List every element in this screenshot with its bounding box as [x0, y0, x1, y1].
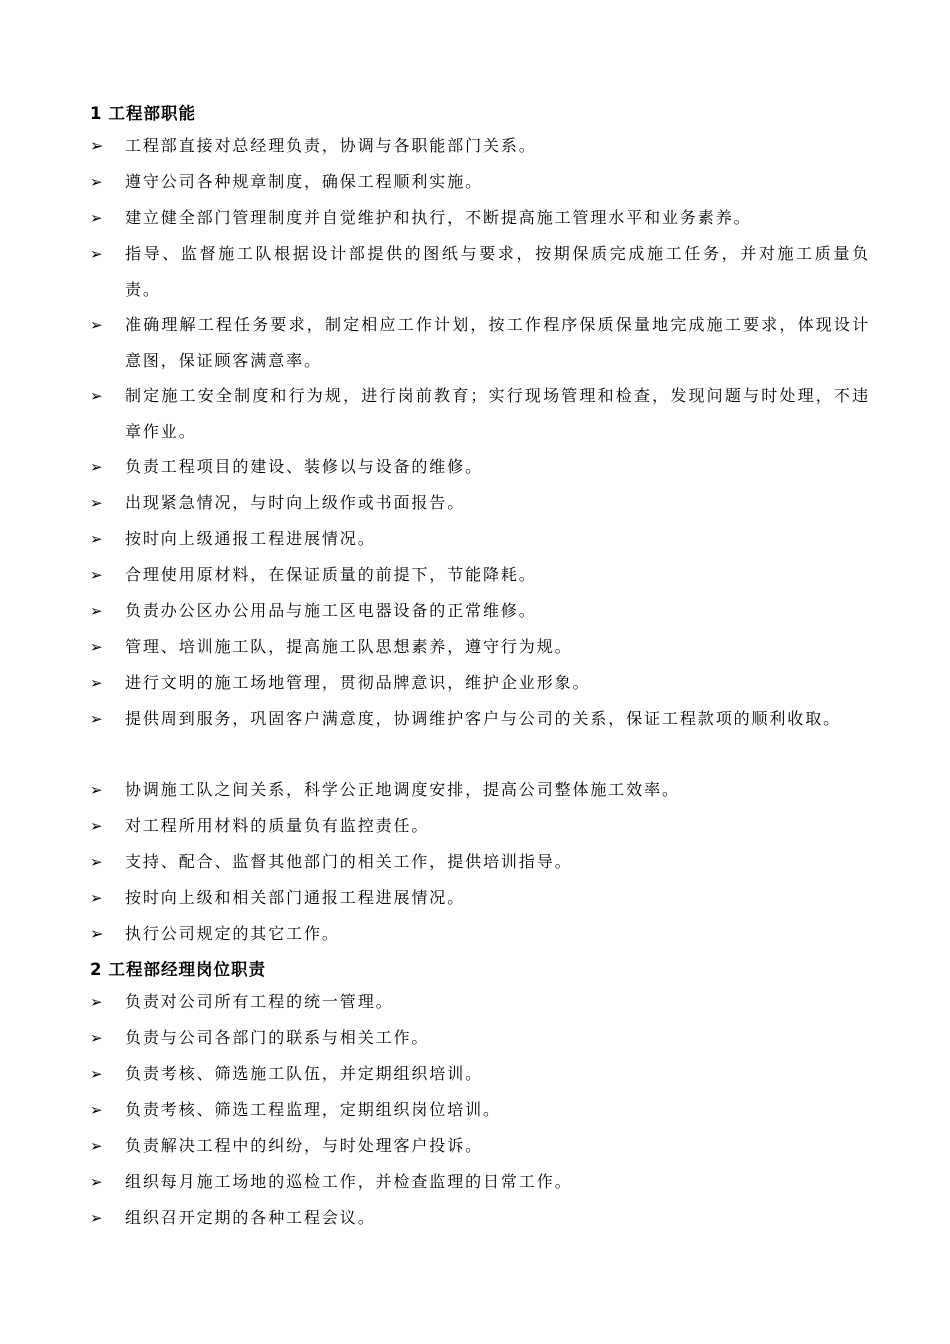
list-item [90, 1200, 870, 1236]
arrow-bullet-icon: ➢ [90, 853, 103, 871]
list-item-text: 负责工程项目的建设、装修以与设备的维修。 [125, 457, 484, 476]
arrow-bullet-icon: ➢ [90, 530, 103, 548]
arrow-bullet-icon: ➢ [90, 1209, 103, 1227]
list-item [90, 557, 870, 593]
list-item-text: 建立健全部门管理制度并自觉维护和执行，不断提高施工管理水平和业务素养。 [125, 208, 752, 227]
arrow-bullet-icon: ➢ [90, 494, 103, 512]
list-item [90, 880, 870, 916]
list-item [90, 1056, 870, 1092]
list-item-text: 组织召开定期的各种工程会议。 [125, 1208, 376, 1227]
arrow-bullet-icon: ➢ [90, 1137, 103, 1155]
arrow-bullet-icon: ➢ [90, 710, 103, 728]
list-item-text: 执行公司规定的其它工作。 [125, 924, 340, 943]
list-item [90, 808, 870, 844]
list-item-text: 组织每月施工场地的巡检工作，并检查监理的日常工作。 [125, 1172, 573, 1191]
list-item-text: 准确理解工程任务要求，制定相应工作计划，按工作程序保质保量地完成施工要求，体现设计意图，保证顾客满意率。 [125, 315, 870, 370]
list-item [90, 844, 870, 880]
section-1-number: 1 [90, 104, 103, 123]
list-item [90, 1164, 870, 1200]
section-2-heading [90, 956, 266, 980]
arrow-bullet-icon: ➢ [90, 173, 103, 191]
arrow-bullet-icon: ➢ [90, 889, 103, 907]
list-item [90, 1128, 870, 1164]
list-item [90, 378, 870, 450]
list-item-text: 负责考核、筛选施工队伍，并定期组织培训。 [125, 1064, 484, 1083]
section-2-number: 2 [90, 960, 103, 979]
arrow-bullet-icon: ➢ [90, 1173, 103, 1191]
list-item [90, 1020, 870, 1056]
list-item [90, 593, 870, 629]
arrow-bullet-icon: ➢ [90, 674, 103, 692]
list-item-text: 提供周到服务，巩固客户满意度，协调维护客户与公司的关系，保证工程款项的顺利收取。 [125, 709, 842, 728]
arrow-bullet-icon: ➢ [90, 924, 104, 943]
list-item [90, 521, 870, 557]
list-item-text: 出现紧急情况，与时向上级作或书面报告。 [125, 493, 466, 512]
arrow-bullet-icon: ➢ [90, 1065, 103, 1083]
list-item [90, 449, 870, 485]
arrow-bullet-icon: ➢ [90, 1029, 103, 1047]
arrow-bullet-icon: ➢ [90, 1101, 103, 1119]
list-item-text: 合理使用原材料，在保证质量的前提下，节能降耗。 [125, 565, 537, 584]
arrow-bullet-icon: ➢ [90, 566, 103, 584]
list-item-text: 负责解决工程中的纠纷，与时处理客户投诉。 [125, 1136, 484, 1155]
list-item-text: 负责考核、筛选工程监理，定期组织岗位培训。 [125, 1100, 501, 1119]
section-1-heading [90, 100, 196, 124]
arrow-bullet-icon: ➢ [90, 638, 103, 656]
section-1-title: 工程部职能 [108, 104, 196, 123]
list-item [90, 307, 870, 379]
arrow-bullet-icon: ➢ [90, 781, 103, 799]
arrow-bullet-icon: ➢ [90, 316, 103, 334]
arrow-bullet-icon: ➢ [90, 993, 103, 1011]
list-item-text: 按时向上级通报工程进展情况。 [125, 529, 376, 548]
list-item [90, 984, 870, 1020]
list-item-text: 负责与公司各部门的联系与相关工作。 [125, 1028, 430, 1047]
list-item-text: 进行文明的施工场地管理，贯彻品牌意识，维护企业形象。 [125, 673, 591, 692]
list-item-text: 制定施工安全制度和行为规，进行岗前教育；实行现场管理和检查，发现问题与时处理，不违章作业。 [125, 386, 870, 441]
list-item [90, 128, 870, 164]
arrow-bullet-icon: ➢ [90, 458, 103, 476]
list-item-text: 负责对公司所有工程的统一管理。 [125, 992, 394, 1011]
list-item [90, 485, 870, 521]
list-item [90, 200, 870, 236]
list-item-text: 协调施工队之间关系，科学公正地调度安排，提高公司整体施工效率。 [125, 780, 680, 799]
list-item-text: 工程部直接对总经理负责，协调与各职能部门关系。 [125, 136, 537, 155]
list-item-text: 按时向上级和相关部门通报工程进展情况。 [125, 888, 466, 907]
arrow-bullet-icon: ➢ [90, 602, 103, 620]
list-item-text: 管理、培训施工队，提高施工队思想素养，遵守行为规。 [125, 637, 573, 656]
list-item [90, 629, 870, 665]
arrow-bullet-icon: ➢ [90, 245, 103, 263]
list-item [90, 665, 870, 701]
list-item [90, 701, 870, 737]
list-item-text: 指导、监督施工队根据设计部提供的图纸与要求，按期保质完成施工任务，并对施工质量负责。 [125, 244, 870, 299]
arrow-bullet-icon: ➢ [90, 817, 103, 835]
list-item-text: 对工程所用材料的质量负有监控责任。 [125, 816, 430, 835]
arrow-bullet-icon: ➢ [90, 387, 103, 405]
list-item [90, 772, 870, 808]
arrow-bullet-icon: ➢ [90, 136, 104, 155]
list-item-text: 遵守公司各种规章制度，确保工程顺利实施。 [125, 172, 484, 191]
arrow-bullet-icon: ➢ [90, 209, 103, 227]
list-item [90, 236, 870, 308]
list-item [90, 916, 870, 952]
list-item-text: 负责办公区办公用品与施工区电器设备的正常维修。 [125, 601, 537, 620]
list-item-text: 支持、配合、监督其他部门的相关工作，提供培训指导。 [125, 852, 573, 871]
list-item [90, 1092, 870, 1128]
section-2-title: 工程部经理岗位职责 [108, 960, 266, 979]
list-item [90, 164, 870, 200]
